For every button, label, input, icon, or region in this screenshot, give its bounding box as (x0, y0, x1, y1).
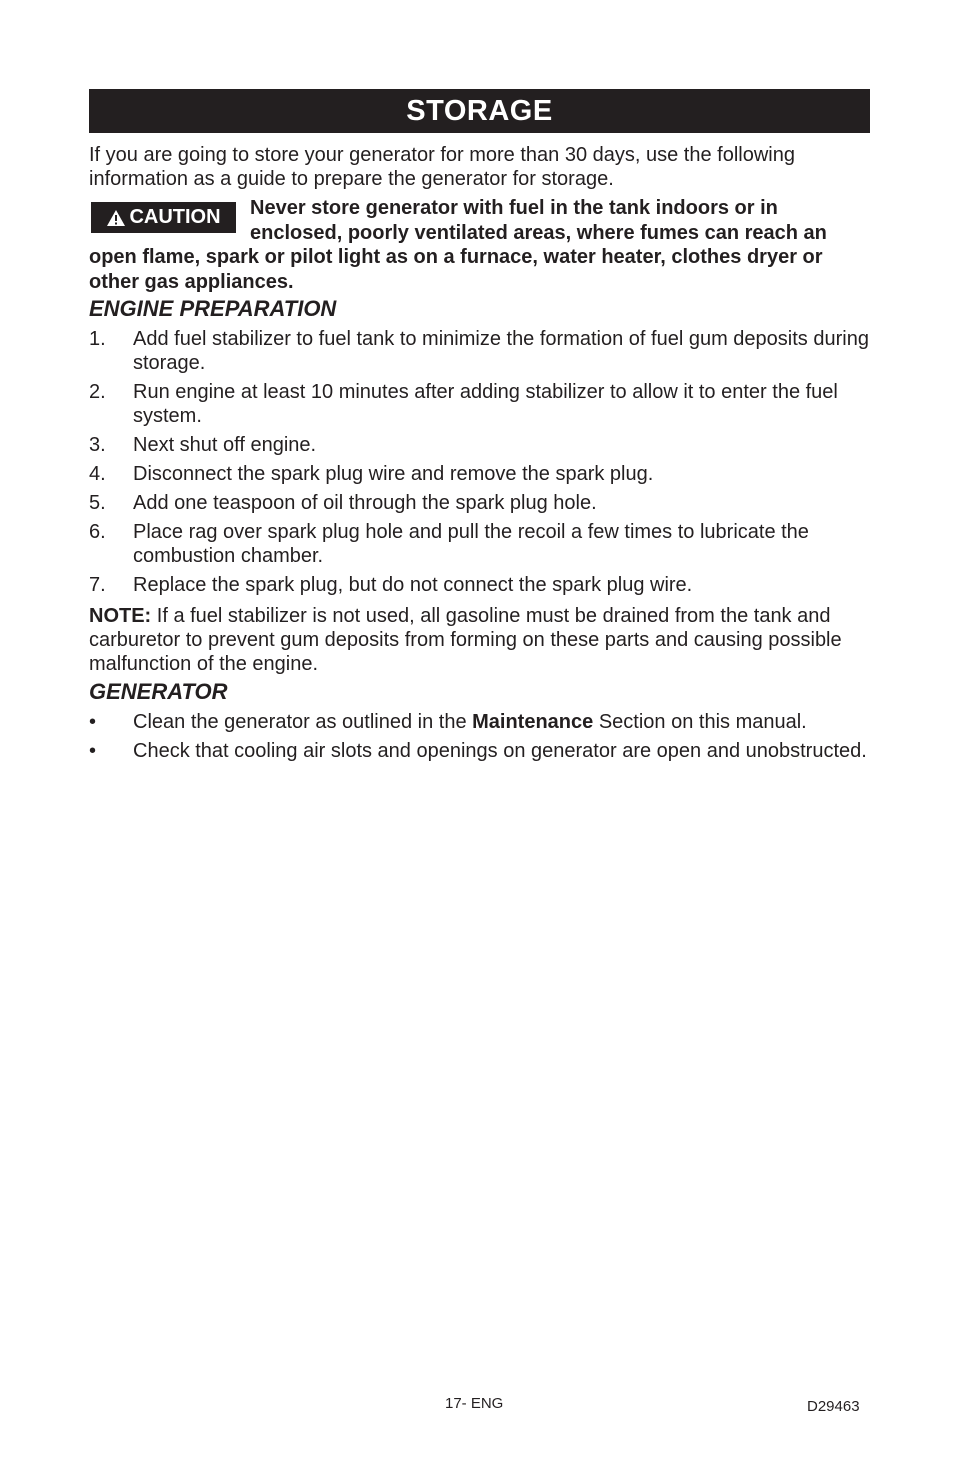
generator-heading: GENERATOR (89, 679, 228, 704)
note-text: If a fuel stabilizer is not used, all gasoline must be drained from the tank and carburetor to prevent gum deposits from forming on these parts and causing possible malfunction of the engine. (89, 605, 842, 675)
list-item: • Check that cooling air slots and openings on generator are open and unobstructed. (89, 740, 867, 762)
list-item: 6. Place rag over spark plug hole and pull the recoil a few times to lubricate the combustion chamber. (89, 521, 809, 567)
generator-list (89, 710, 870, 768)
caution-label: CAUTION (129, 206, 221, 228)
list-item: 2. Run engine at least 10 minutes after adding stabilizer to allow it to enter the fuel system. (89, 381, 838, 427)
page-number: 17- ENG (445, 1395, 504, 1412)
list-item: 1. Add fuel stabilizer to fuel tank to minimize the formation of fuel gum deposits during storage. (89, 328, 869, 374)
list-item: 3. Next shut off engine. (89, 434, 317, 456)
maintenance-reference: Maintenance (472, 711, 594, 733)
note-paragraph (89, 604, 870, 676)
list-item: 7. Replace the spark plug, but do not connect the spark plug wire. (89, 574, 693, 596)
page-title: STORAGE (89, 89, 870, 133)
intro-paragraph: If you are going to store your generator for more than 30 days, use the following information as a guide to prepare the generator for storage. (89, 144, 795, 190)
note-label: NOTE: (89, 605, 152, 627)
engine-preparation-steps (89, 327, 870, 602)
list-item: • Clean the generator as outlined in the Maintenance Section on this manual. (89, 711, 807, 733)
caution-text: Never store generator with fuel in the tank indoors or in enclosed, poorly ventilated areas, where fumes can reach an open flame, spark or pilot light as on a furnace, water heater, clothes dryer or other gas appliances. (89, 197, 827, 293)
document-code: D29463 (807, 1398, 860, 1415)
list-item: 5. Add one teaspoon of oil through the spark plug hole. (89, 492, 597, 514)
caution-message (89, 196, 870, 294)
engine-preparation-heading: ENGINE PREPARATION (89, 296, 337, 321)
list-item: 4. Disconnect the spark plug wire and remove the spark plug. (89, 463, 654, 485)
